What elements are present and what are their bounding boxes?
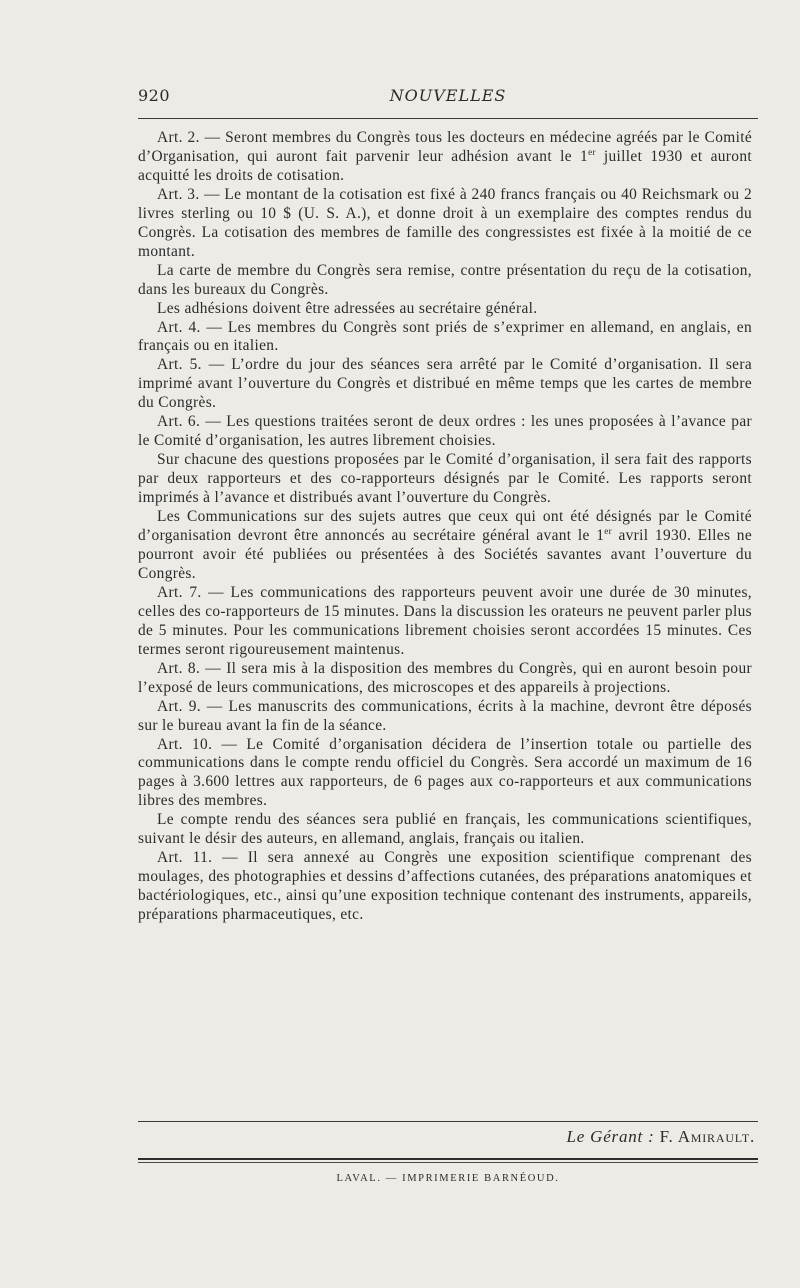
paragraph-art-8: Art. 8. — Il sera mis à la disposition des membres du Congrès, qui en auront besoin pour l’exposé de leurs communications, des microscopes et des appareils à projections. bbox=[138, 659, 752, 696]
superscript-er: er bbox=[588, 146, 596, 157]
paragraph-reports: Sur chacune des questions proposées par le Comité d’organisation, il sera fait des rapports par deux rapporteurs et des co-rapporteurs désignés par le Comité. Les rapports seront imprimés à l’avance et distribués avant l’ouverture du Congrès. bbox=[138, 451, 752, 507]
paragraph-membership-card: La carte de membre du Congrès sera remise, contre présentation du reçu de la cotisation, dans les bureaux du Congrès. bbox=[138, 261, 752, 298]
page-number: 920 bbox=[138, 86, 171, 105]
running-title: NOUVELLES bbox=[389, 86, 507, 105]
paragraph-adhesions: Les adhésions doivent être adressées au secrétaire général. bbox=[157, 299, 538, 317]
paragraph-report-language: Le compte rendu des séances sera publié en français, les communications scientifiques, suivant le désir des auteurs, en allemand, anglais, français ou italien. bbox=[138, 811, 752, 848]
paragraph-art-7: Art. 7. — Les communications des rapporteurs peuvent avoir une durée de 30 minutes, celles des co-rapporteurs de 15 minutes. Dans la discussion les orateurs ne peuvent parler plus de 5 minutes. Pour les communications librement choisies seront accordées 15 minutes. Ces termes seront rigoureusement maintenus. bbox=[138, 583, 752, 658]
paragraph-art-2: Art. 2. — Seront membres du Congrès tous les docteurs en médecine agréés par le Comité d’Organisation, qui auront fait parvenir leur adhésion avant le 1er juillet 1930 et auront acquitté les droits de cotisation. bbox=[138, 129, 752, 184]
footer-rule-thick bbox=[138, 1158, 758, 1160]
header-rule bbox=[138, 118, 758, 119]
signature-name: F. Amirault. bbox=[659, 1127, 755, 1146]
paragraph-art-10: Art. 10. — Le Comité d’organisation décidera de l’insertion totale ou partielle des communications dans le compte rendu officiel du Congrès. Sera accordé un maximum de 16 pages à 3.600 lettres aux rapporteurs, de 6 pages aux co-rapporteurs et aux communications libres des membres. bbox=[138, 735, 752, 810]
signature-rule bbox=[138, 1121, 758, 1122]
footer-rule-thin bbox=[138, 1162, 758, 1163]
paragraph-art-11: Art. 11. — Il sera annexé au Congrès une exposition scientifique comprenant des moulages, des photographies et dessins d’affections cutanées, des préparations anatomiques et bactériologiques, etc., ainsi qu’une exposition technique contenant des instruments, appareils, préparations pharmaceutiques, etc. bbox=[138, 849, 752, 924]
paragraph-art-6: Art. 6. — Les questions traitées seront de deux ordres : les unes proposées à l’avance par le Comité d’organisation, les autres librement choisies. bbox=[138, 413, 752, 450]
body-text bbox=[138, 129, 752, 925]
printer-imprint: LAVAL. — IMPRIMERIE BARNÉOUD. bbox=[336, 1173, 560, 1184]
signature bbox=[566, 1127, 755, 1147]
superscript-er: er bbox=[604, 525, 612, 536]
paragraph-art-5: Art. 5. — L’ordre du jour des séances sera arrêté par le Comité d’organisation. Il sera imprimé avant l’ouverture du Congrès et distribué en même temps que les cartes de membre du Congrès. bbox=[138, 356, 752, 412]
signature-role: Le Gérant : bbox=[566, 1127, 655, 1146]
paragraph-art-4: Art. 4. — Les membres du Congrès sont priés de s’exprimer en allemand, en anglais, en français ou en italien. bbox=[138, 318, 752, 355]
paragraph-art-3: Art. 3. — Le montant de la cotisation est fixé à 240 francs français ou 40 Reichsmark ou 2 livres sterling ou 10 $ (U. S. A.), et donne droit à un exemplaire des comptes rendus du Congrès. La cotisation des membres de famille des congressistes est fixée à la moitié de ce montant. bbox=[138, 185, 752, 260]
paragraph-art-9: Art. 9. — Les manuscrits des communications, écrits à la machine, devront être déposés sur le bureau avant la fin de la séance. bbox=[138, 697, 752, 734]
running-head bbox=[138, 86, 758, 108]
paragraph-communications: Les Communications sur des sujets autres que ceux qui ont été désignés par le Comité d’organisation devront être annoncés au secrétaire général avant le 1er avril 1930. Elles ne pourront avoir été publiées ou présentées à des Sociétés savantes avant l’ouverture du Congrès. bbox=[138, 508, 753, 582]
